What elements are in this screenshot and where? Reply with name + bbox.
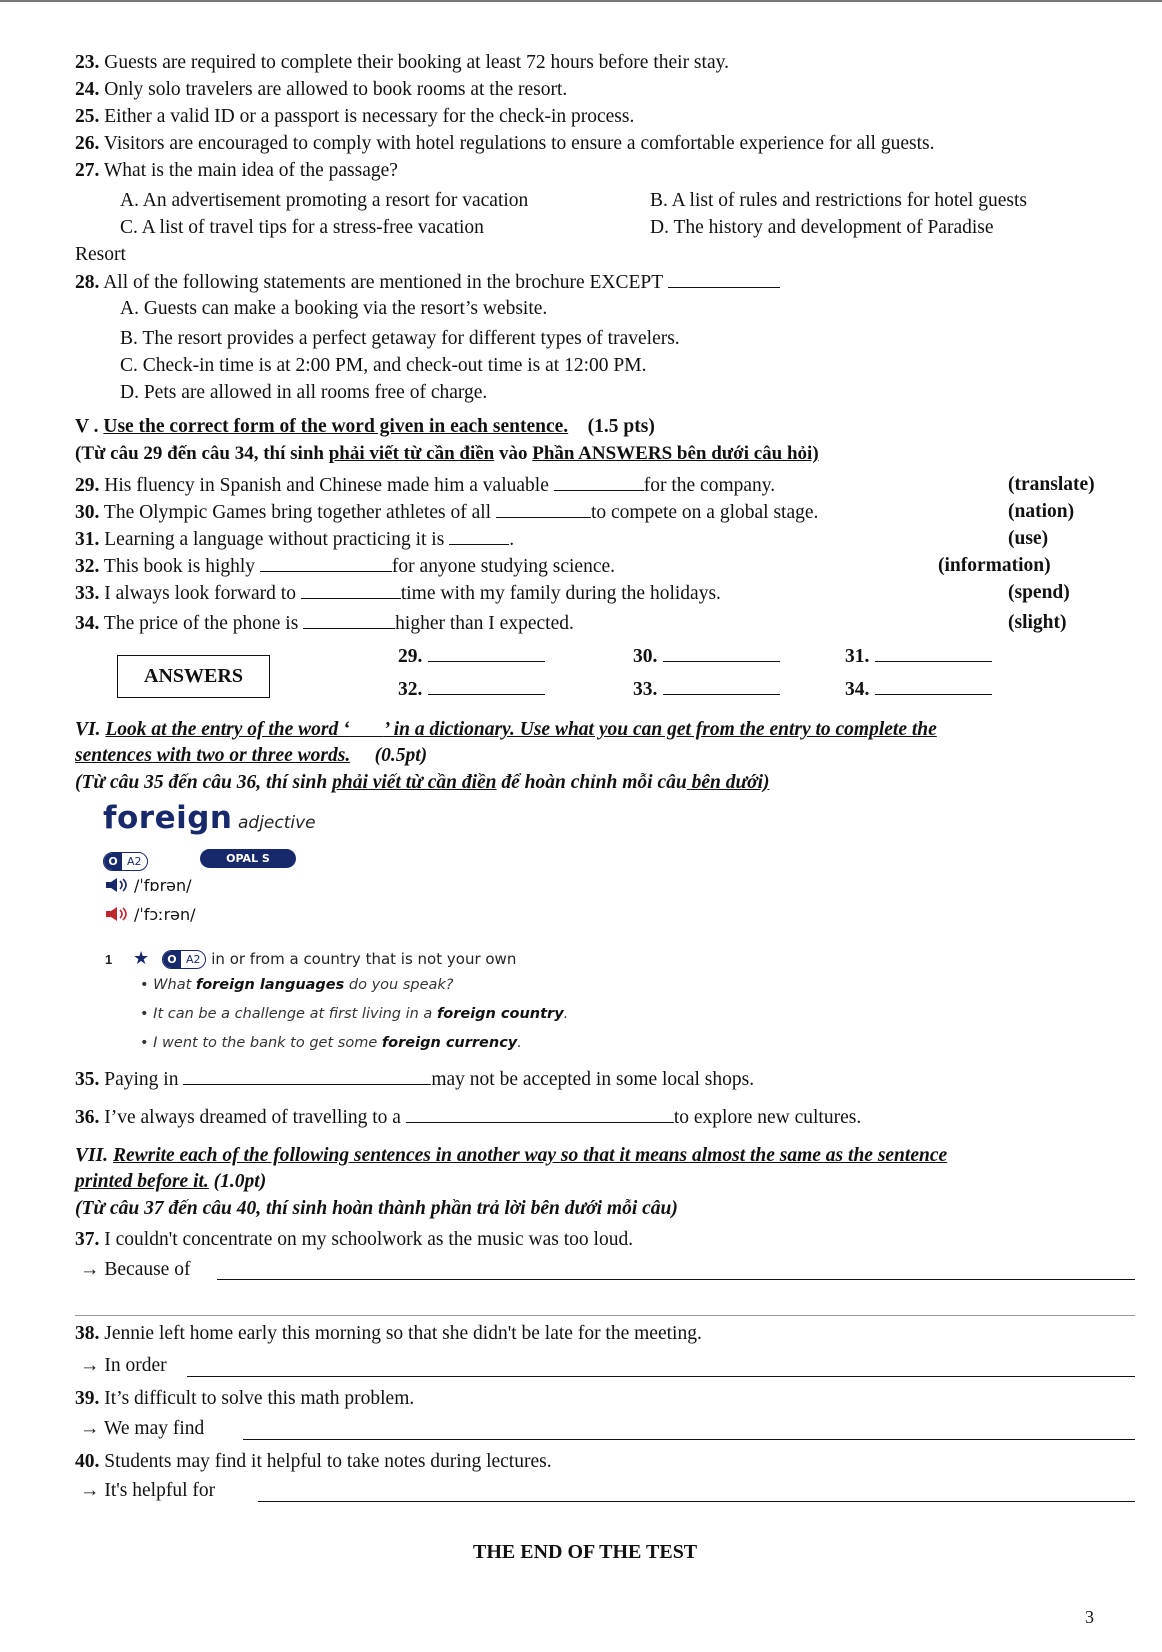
q31-blank[interactable] [449, 528, 509, 545]
question-33: 33. I always look forward to time with my family during the holidays. [75, 583, 721, 604]
end-of-test: THE END OF THE TEST [473, 1541, 698, 1563]
section-6-instruction: (Từ câu 35 đến câu 36, thí sinh phải viết từ cần điền để hoàn chỉnh mỗi câu bên dưới) [75, 772, 770, 793]
question-31: 31. Learning a language without practicing it is . [75, 529, 515, 550]
q28-blank[interactable] [668, 271, 780, 288]
q27-option-d-continued: Resort [75, 244, 126, 265]
question-23: 23. Guests are required to complete their booking at least 72 hours before their stay. [75, 52, 729, 73]
oxford-icon: O [104, 853, 122, 870]
question-29: 29. His fluency in Spanish and Chinese made him a valuable for the company. [75, 475, 776, 496]
q33-blank[interactable] [301, 582, 401, 599]
section-7-heading: VII. Rewrite each of the following sentences in another way so that it means almost the same as the sentence [75, 1145, 948, 1166]
q32-cue: (information) [938, 555, 1051, 576]
q33-cue: (spend) [1008, 582, 1070, 603]
section-6-heading: VI. Look at the entry of the word ‘ ’ in a dictionary. Use what you can get from the entry to complete the [75, 719, 937, 740]
top-border [0, 0, 1162, 2]
q37-answer-line-2[interactable] [75, 1315, 1135, 1316]
question-35: 35. Paying in may not be accepted in some local shops. [75, 1069, 755, 1090]
question-25: 25. Either a valid ID or a passport is necessary for the check-in process. [75, 106, 635, 127]
q28-option-a: A. Guests can make a booking via the resort’s website. [120, 298, 548, 319]
oxford-icon-sense: O [163, 951, 181, 968]
q27-option-d: D. The history and development of Paradise [650, 217, 994, 238]
question-32: 32. This book is highly for anyone studying science. [75, 556, 616, 577]
q29-cue: (translate) [1008, 474, 1095, 495]
question-30: 30. The Olympic Games bring together athletes of all to compete on a global stage. [75, 502, 819, 523]
question-36: 36. I’ve always dreamed of travelling to a to explore new cultures. [75, 1107, 862, 1128]
q27-option-a: A. An advertisement promoting a resort for vacation [120, 190, 529, 211]
answer-31[interactable]: 31. [845, 645, 992, 668]
q29-blank[interactable] [554, 474, 644, 491]
pronunciation-uk: /ˈfɒrən/ [105, 876, 192, 897]
q28-option-d: D. Pets are allowed in all rooms free of charge. [120, 382, 488, 403]
q31-cue: (use) [1008, 528, 1049, 549]
question-28: 28. All of the following statements are mentioned in the brochure EXCEPT [75, 271, 780, 294]
speaker-icon-uk[interactable] [105, 877, 131, 897]
q38-answer-line[interactable] [187, 1376, 1135, 1377]
section-5-instruction: (Từ câu 29 đến câu 34, thí sinh phải viết từ cần điền vào Phần ANSWERS bên dưới câu hỏi) [75, 443, 819, 464]
page-number: 3 [1085, 1607, 1094, 1627]
q40-prompt: → It's helpful for [80, 1480, 216, 1501]
dictionary-sense-1: 1 ★ O A2 in or from a country that is not your own [105, 948, 517, 969]
dictionary-example-3: • I went to the bank to get some foreign currency. [140, 1035, 522, 1051]
question-37: 37. I couldn't concentrate on my schoolwork as the music was too loud. [75, 1229, 634, 1250]
answers-box: ANSWERS [117, 655, 270, 698]
q28-option-c: C. Check-in time is at 2:00 PM, and check-out time is at 12:00 PM. [120, 355, 647, 376]
question-38: 38. Jennie left home early this morning so that she didn't be late for the meeting. [75, 1323, 702, 1344]
section-6-heading-line2: sentences with two or three words. (0.5pt) [75, 745, 428, 766]
section-5-heading: V . Use the correct form of the word given in each sentence. (1.5 pts) [75, 416, 655, 437]
star-icon: ★ [133, 948, 150, 969]
q28-option-b: B. The resort provides a perfect getaway for different types of travelers. [120, 328, 680, 349]
pronunciation-us: /ˈfɔːrən/ [105, 905, 196, 926]
q37-prompt: → Because of [80, 1259, 191, 1280]
question-24: 24. Only solo travelers are allowed to book rooms at the resort. [75, 79, 568, 100]
dictionary-headword: foreign [103, 800, 233, 836]
opal-badge: OPAL S [200, 849, 296, 868]
dictionary-example-2: • It can be a challenge at first living in a foreign country. [140, 1006, 569, 1022]
answer-32[interactable]: 32. [398, 678, 545, 701]
q40-answer-line[interactable] [258, 1501, 1135, 1502]
q39-prompt: → We may find [80, 1418, 205, 1439]
q34-cue: (slight) [1008, 612, 1067, 633]
speaker-icon-us[interactable] [105, 906, 131, 926]
question-39: 39. It’s difficult to solve this math problem. [75, 1388, 415, 1409]
answer-30[interactable]: 30. [633, 645, 780, 668]
q37-answer-line[interactable] [217, 1279, 1135, 1280]
q34-blank[interactable] [303, 612, 395, 629]
q27-option-c: C. A list of travel tips for a stress-free vacation [120, 217, 484, 238]
q30-cue: (nation) [1008, 501, 1075, 522]
dictionary-part-of-speech: adjective [238, 813, 316, 833]
dictionary-example-1: • What foreign languages do you speak? [140, 977, 454, 993]
q27-option-b: B. A list of rules and restrictions for hotel guests [650, 190, 1027, 211]
q39-answer-line[interactable] [243, 1439, 1135, 1440]
question-26: 26. Visitors are encouraged to comply with hotel regulations to ensure a comfortable experience for all guests. [75, 133, 935, 154]
dictionary-level-badge: O A2 [103, 849, 148, 871]
q32-blank[interactable] [260, 555, 392, 572]
question-40: 40. Students may find it helpful to take notes during lectures. [75, 1451, 552, 1472]
q35-blank[interactable] [183, 1068, 431, 1085]
answer-34[interactable]: 34. [845, 678, 992, 701]
section-7-heading-line2: printed before it. (1.0pt) [75, 1171, 267, 1192]
answer-29[interactable]: 29. [398, 645, 545, 668]
question-27: 27. What is the main idea of the passage? [75, 160, 398, 181]
q38-prompt: → In order [80, 1355, 167, 1376]
q30-blank[interactable] [496, 501, 591, 518]
q36-blank[interactable] [406, 1106, 674, 1123]
section-7-instruction: (Từ câu 37 đến câu 40, thí sinh hoàn thành phần trả lời bên dưới mỗi câu) [75, 1198, 678, 1219]
question-34: 34. The price of the phone is higher than I expected. [75, 613, 574, 634]
answer-33[interactable]: 33. [633, 678, 780, 701]
